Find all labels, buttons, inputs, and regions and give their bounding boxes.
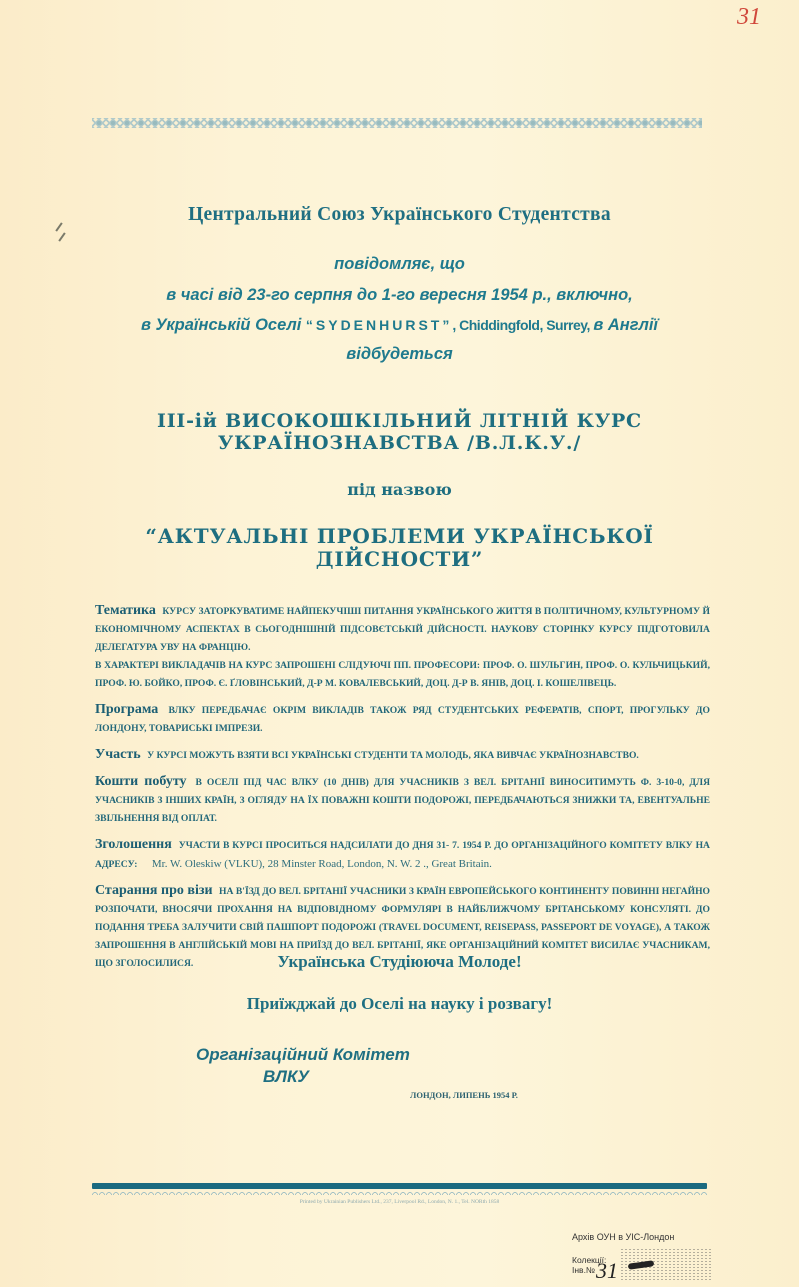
course-theme-line-2: ДІЙСНОСТИ” bbox=[315, 547, 484, 571]
location-suffix: в Англії bbox=[593, 316, 658, 334]
section-text: КУРСУ ЗАТОРКУВАТИМЕ НАЙПЕКУЧІШІ ПИТАННЯ УКРАЇНСЬКОГО ЖИТТЯ В ПОЛІТИЧНОМУ, КУЛЬТУРНОМУ Й ЕКОНОМІЧНОМУ АСПЕКТАХ В СЬОГОДНІШНІЙ ПІДСОВЄТСЬКІЙ ДІЙСНОСТІ. НАУКОВУ СТОРІНКУ КУРСУ ПІДГОТОВИЛА ДЕЛЕГАТУРА УВУ НА ФРАНЦІЮ. bbox=[95, 606, 710, 653]
committee-abbrev: ВЛКУ bbox=[263, 1067, 309, 1086]
section-text: У КУРСІ МОЖУТЬ ВЗЯТИ ВСІ УКРАЇНСЬКІ СТУДЕНТИ ТА МОЛОДЬ, ЯКА ВИВЧАЄ УКРАЇНОЗНАВСТВО. bbox=[147, 750, 639, 761]
course-title-line-1: III-ій ВИСОКОШКІЛЬНИЙ ЛІТНІЙ КУРС bbox=[157, 410, 642, 432]
page-number: 31 bbox=[737, 4, 761, 30]
collection-label: Колекції: bbox=[572, 1255, 607, 1265]
body-sections bbox=[95, 602, 710, 981]
inventory-number: 31 bbox=[596, 1258, 618, 1283]
section-text: ВЛКУ ПЕРЕДБАЧАЄ ОКРІМ ВИКЛАДІВ ТАКОЖ РЯД СТУДЕНТСЬКИХ РЕФЕРАТІВ, СПОРТ, ПРОГУЛЬКУ ДО ЛОНДОНУ, ТОВАРИСЬКІ ІМПРЕЗИ. bbox=[95, 705, 710, 734]
course-title-line-2: УКРАЇНОЗНАВСТВА /В.Л.К.У./ bbox=[217, 432, 582, 454]
footer-rule bbox=[92, 1183, 707, 1189]
closing-line-2: Приїжджай до Оселі на науку і розвагу! bbox=[246, 994, 553, 1013]
organization-name: Центральний Союз Українського Студентства bbox=[188, 204, 611, 225]
section-lead: Зголошення bbox=[95, 837, 172, 852]
location-prefix: в Українській Оселі bbox=[141, 316, 306, 334]
named-text: під назвою bbox=[347, 480, 452, 499]
section-lead: Кошти побуту bbox=[95, 774, 187, 789]
top-ornament-border bbox=[92, 118, 702, 128]
section-costs bbox=[95, 773, 710, 828]
closing-line-1: Українська Студіююча Молоде! bbox=[277, 952, 522, 971]
dates-line: в часі від 23-го серпня до 1-го вересня 1954 р., включно, bbox=[166, 286, 633, 304]
section-text: НА В'ЇЗД ДО ВЕЛ. БРІТАНІЇ УЧАСНИКИ З КРАЇН ЕВРОПЕЙСЬКОГО КОНТИНЕНТУ ПОВИННІ НЕГАЙНО РОЗПОЧАТИ, ВНОСЯЧИ ПРОХАННЯ НА ВІДПОВІДНОМУ ФОРМУЛЯРІ В НАЙБЛИЖЧОМУ БРІТАНСЬКОМУ КОНСУЛЯТІ. ДО ПОДАННЯ ТРЕБА ЗАЛУЧИТИ СВІЙ ПАШПОРТ ПОДОРОЖІ (TRAVEL DOCUMENT, REISEPASS, PASSEPORT DE VOYAGE), А ТАКОЖ ЗАПРОШЕННЯ В АНГЛІЙСЬКІЙ МОВІ НА ПРИЇЗД ДО ВЕЛ. БРІТАНІЇ, ЯКЕ ОРГАНІЗАЦІЙНИЙ КОМІТЕТ ВИСИЛАЄ УЧАСНИКАМ, ЩО ЗГОЛОСИЛИСЯ. bbox=[95, 886, 710, 969]
section-lead: Тематика bbox=[95, 603, 156, 618]
section-lecturers bbox=[95, 657, 710, 693]
registration-address: Mr. W. Oleskiw (VLKU), 28 Minster Road, London, N. W. 2 ., Great Britain. bbox=[151, 858, 492, 870]
section-topics bbox=[95, 602, 710, 657]
section-text: УЧАСТИ В КУРСІ ПРОСИТЬСЯ НАДСИЛАТИ ДО ДНЯ 31- 7. 1954 Р. ДО ОРГАНІЗАЦІЙНОГО КОМІТЕТУ ВЛКУ НА АДРЕСУ: bbox=[95, 840, 710, 870]
section-lead: Участь bbox=[95, 747, 141, 762]
announces-text: повідомляє, що bbox=[334, 255, 465, 273]
section-lead: Старання про візи bbox=[95, 883, 213, 898]
committee-name: Організаційний Комітет bbox=[196, 1045, 410, 1064]
section-program bbox=[95, 701, 710, 738]
location-name: “SYDENHURST” bbox=[305, 317, 453, 333]
inventory-label: Інв.№ bbox=[572, 1265, 596, 1275]
section-text: В ОСЕЛІ ПІД ЧАС ВЛКУ (10 ДНІВ) ДЛЯ УЧАСНИКІВ З ВЕЛ. БРІТАНІЇ ВИНОСИТИМУТЬ Ф. 3-10-0, ДЛЯ УЧАСНИКІВ З ІНШИХ КРАЇН, З ОГЛЯДУ НА ЇХ ПОВАЖНІ КОШТИ ПОДОРОЖІ, ПЕРЕДБАЧАЮТЬСЯ ЗНИЖКИ ТА, ЕВЕНТУАЛЬНЕ ЗВІЛЬНЕННЯ ВІД ОПЛАТ. bbox=[95, 777, 710, 824]
location-place: , Chiddingfold, Surrey, bbox=[452, 317, 594, 333]
course-theme-line-1: “АКТУАЛЬНІ ПРОБЛЕМИ УКРАЇНСЬКОЇ bbox=[145, 524, 654, 548]
footer-ornament bbox=[92, 1191, 707, 1195]
place-date: ЛОНДОН, ЛИПЕНЬ 1954 Р. bbox=[410, 1090, 518, 1100]
archive-stamp-title: Архів ОУН в УІС-Лондон bbox=[572, 1232, 675, 1242]
section-registration bbox=[95, 836, 710, 874]
will-take-place-text: відбудеться bbox=[346, 345, 453, 363]
section-lead: Програма bbox=[95, 702, 159, 717]
location-line bbox=[0, 316, 799, 335]
section-participation bbox=[95, 746, 710, 765]
printer-imprint: Printed by Ukrainian Publishers Ltd., 237, Liverpool Rd., London, N. 1., Tel. NORth 1858 bbox=[299, 1199, 500, 1205]
margin-mark bbox=[58, 232, 65, 241]
section-text: В ХАРАКТЕРІ ВИКЛАДАЧІВ НА КУРС ЗАПРОШЕНІ СЛІДУЮЧІ ПП. ПРОФЕСОРИ: ПРОФ. О. ШУЛЬГИН, ПРОФ. О. КУЛЬЧИЦЬКИЙ, ПРОФ. Ю. БОЙКО, ПРОФ. Є. ҐЛОВІНСЬКИЙ, Д-Р М. КОВАЛЕВСЬКИЙ, ДОЦ. Д-Р В. ЯНІВ, ДОЦ. І. КОШЕЛІВЕЦЬ. bbox=[95, 660, 710, 689]
